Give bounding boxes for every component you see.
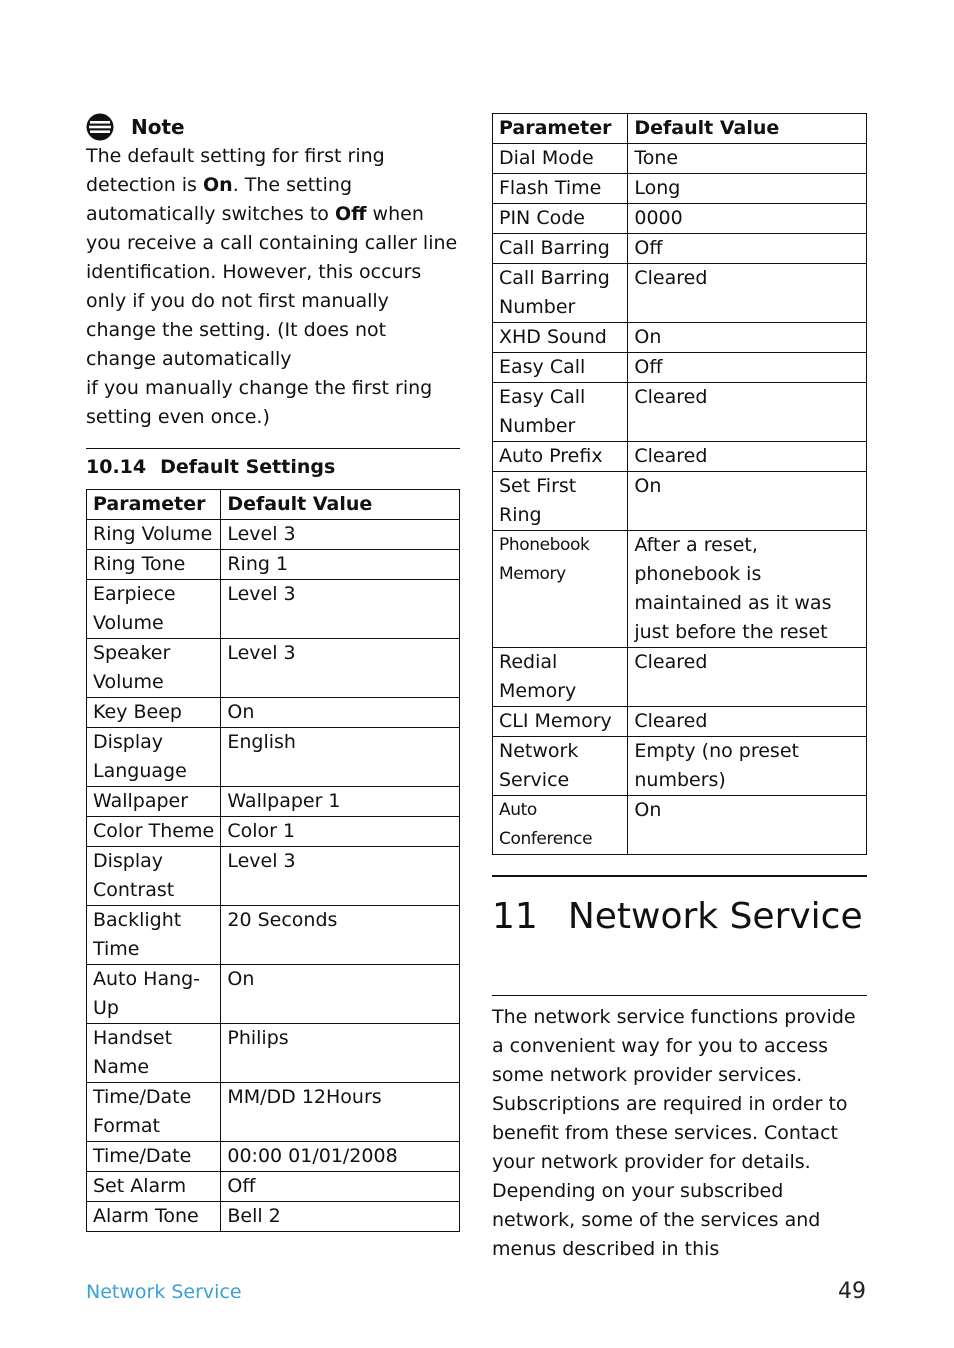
parameter-cell: Set First Ring	[493, 472, 628, 531]
table-row	[87, 965, 460, 1024]
chapter-number: 11	[492, 896, 538, 937]
header-default-value: Default Value	[628, 114, 867, 144]
parameter-cell: Auto Hang-Up	[87, 965, 221, 1024]
table-row	[87, 698, 460, 728]
table-row	[493, 442, 867, 472]
parameter-cell: Call Barring Number	[493, 264, 628, 323]
note-text: The default setting for first ring detection is On. The setting automatically switches to Off when you receive a call containing caller line identification. However, this occurs only if you do not first manually change the setting. (It does not change automatically if you manually change the first ring setting even once.)	[86, 145, 458, 428]
table-row	[87, 728, 460, 787]
table-row	[87, 787, 460, 817]
parameter-cell: Ring Volume	[87, 520, 221, 550]
default-value-cell: On	[628, 323, 867, 353]
default-value-cell: Ring 1	[221, 550, 460, 580]
parameter-cell: Call Barring	[493, 234, 628, 264]
default-value-cell: On	[221, 965, 460, 1024]
parameter-cell: Time/Date	[87, 1142, 221, 1172]
parameter-cell: Alarm Tone	[87, 1202, 221, 1232]
parameter-cell: PIN Code	[493, 204, 628, 234]
parameter-cell: Set Alarm	[87, 1172, 221, 1202]
parameter-cell: Wallpaper	[87, 787, 221, 817]
default-value-cell: Level 3	[221, 580, 460, 639]
default-value-cell: After a reset, phonebook is maintained as it was just before the reset	[628, 531, 867, 648]
chapter-rule-top	[492, 875, 867, 877]
parameter-cell: Flash Time	[493, 174, 628, 204]
default-value-cell: Off	[628, 353, 867, 383]
table-row	[87, 550, 460, 580]
parameter-cell: Speaker Volume	[87, 639, 221, 698]
default-value-cell: Tone	[628, 144, 867, 174]
default-value-cell: Bell 2	[221, 1202, 460, 1232]
note-block	[86, 112, 460, 432]
note-off-term: Off	[334, 203, 367, 225]
parameter-cell: Handset Name	[87, 1024, 221, 1083]
default-value-cell: Off	[221, 1172, 460, 1202]
parameter-cell: Easy Call	[493, 353, 628, 383]
table-row	[493, 144, 867, 174]
default-value-cell: 0000	[628, 204, 867, 234]
parameter-cell: Phonebook Memory	[493, 531, 628, 648]
default-value-cell: On	[628, 472, 867, 531]
default-value-cell: Cleared	[628, 383, 867, 442]
default-value-cell: MM/DD 12Hours	[221, 1083, 460, 1142]
parameter-cell: Auto Conference	[493, 796, 628, 855]
table-row	[493, 707, 867, 737]
table-row	[493, 472, 867, 531]
parameter-cell: CLI Memory	[493, 707, 628, 737]
note-icon	[86, 113, 114, 141]
table-row	[493, 234, 867, 264]
table-row	[87, 520, 460, 550]
parameter-cell: Backlight Time	[87, 906, 221, 965]
table-header-row	[87, 490, 460, 520]
table-row	[87, 1172, 460, 1202]
parameter-cell: Auto Prefix	[493, 442, 628, 472]
table-row	[493, 648, 867, 707]
table-row	[87, 1202, 460, 1232]
chapter-intro-text: The network service functions provide a convenient way for you to access some network provider services. Subscriptions are required in order to benefit from these services. Contact your network provider for details. Depending on your subscribed network, some of the services and menus described in this	[492, 1006, 856, 1260]
section-divider	[86, 448, 460, 449]
table-row	[493, 264, 867, 323]
note-on-term: On	[203, 174, 233, 196]
note-header	[86, 112, 460, 142]
table-row	[493, 531, 867, 648]
table-row	[493, 174, 867, 204]
table-row	[87, 1142, 460, 1172]
table-row	[87, 1083, 460, 1142]
default-value-cell: Off	[628, 234, 867, 264]
table-row	[493, 323, 867, 353]
parameter-cell: Dial Mode	[493, 144, 628, 174]
default-value-cell: Level 3	[221, 847, 460, 906]
default-value-cell: 00:00 01/01/2008	[221, 1142, 460, 1172]
table-row	[493, 796, 867, 855]
header-parameter: Parameter	[493, 114, 628, 144]
default-value-cell: English	[221, 728, 460, 787]
header-default-value: Default Value	[221, 490, 460, 520]
parameter-cell: Key Beep	[87, 698, 221, 728]
table-row	[87, 639, 460, 698]
table-row	[87, 906, 460, 965]
default-value-cell: Cleared	[628, 264, 867, 323]
default-value-cell: On	[628, 796, 867, 855]
parameter-cell: Time/Date Format	[87, 1083, 221, 1142]
default-value-cell: Cleared	[628, 707, 867, 737]
default-value-cell: Wallpaper 1	[221, 787, 460, 817]
default-value-cell: Empty (no preset numbers)	[628, 737, 867, 796]
default-settings-table	[86, 489, 460, 1232]
table-row	[493, 383, 867, 442]
parameter-cell: Easy Call Number	[493, 383, 628, 442]
note-title: Note	[131, 115, 185, 139]
parameter-cell: XHD Sound	[493, 323, 628, 353]
chapter-heading	[492, 896, 863, 937]
parameter-cell: Display Language	[87, 728, 221, 787]
default-value-cell: Cleared	[628, 442, 867, 472]
table-row	[87, 817, 460, 847]
footer-section-name: Network Service	[86, 1281, 242, 1303]
parameter-cell: Color Theme	[87, 817, 221, 847]
default-value-cell: Long	[628, 174, 867, 204]
default-value-cell: 20 Seconds	[221, 906, 460, 965]
default-value-cell: Level 3	[221, 520, 460, 550]
table-row	[87, 580, 460, 639]
header-parameter: Parameter	[87, 490, 221, 520]
table-row	[493, 353, 867, 383]
default-value-cell: Color 1	[221, 817, 460, 847]
parameter-cell: Redial Memory	[493, 648, 628, 707]
table-row	[493, 737, 867, 796]
chapter-title: Network Service	[567, 896, 863, 937]
parameter-cell: Ring Tone	[87, 550, 221, 580]
table-row	[493, 204, 867, 234]
default-value-cell: On	[221, 698, 460, 728]
page-number: 49	[838, 1279, 866, 1304]
table-header-row	[493, 114, 867, 144]
right-column	[492, 113, 867, 855]
section-title: Default Settings	[160, 456, 336, 478]
parameter-cell: Network Service	[493, 737, 628, 796]
chapter-rule-bottom	[492, 995, 867, 996]
default-value-cell: Level 3	[221, 639, 460, 698]
section-number: 10.14	[86, 456, 147, 478]
section-heading	[86, 456, 335, 478]
table-row	[87, 1024, 460, 1083]
default-value-cell: Cleared	[628, 648, 867, 707]
default-value-cell: Philips	[221, 1024, 460, 1083]
parameter-cell: Earpiece Volume	[87, 580, 221, 639]
table-row	[87, 847, 460, 906]
parameter-cell: Display Contrast	[87, 847, 221, 906]
default-settings-table-continued	[492, 113, 867, 855]
